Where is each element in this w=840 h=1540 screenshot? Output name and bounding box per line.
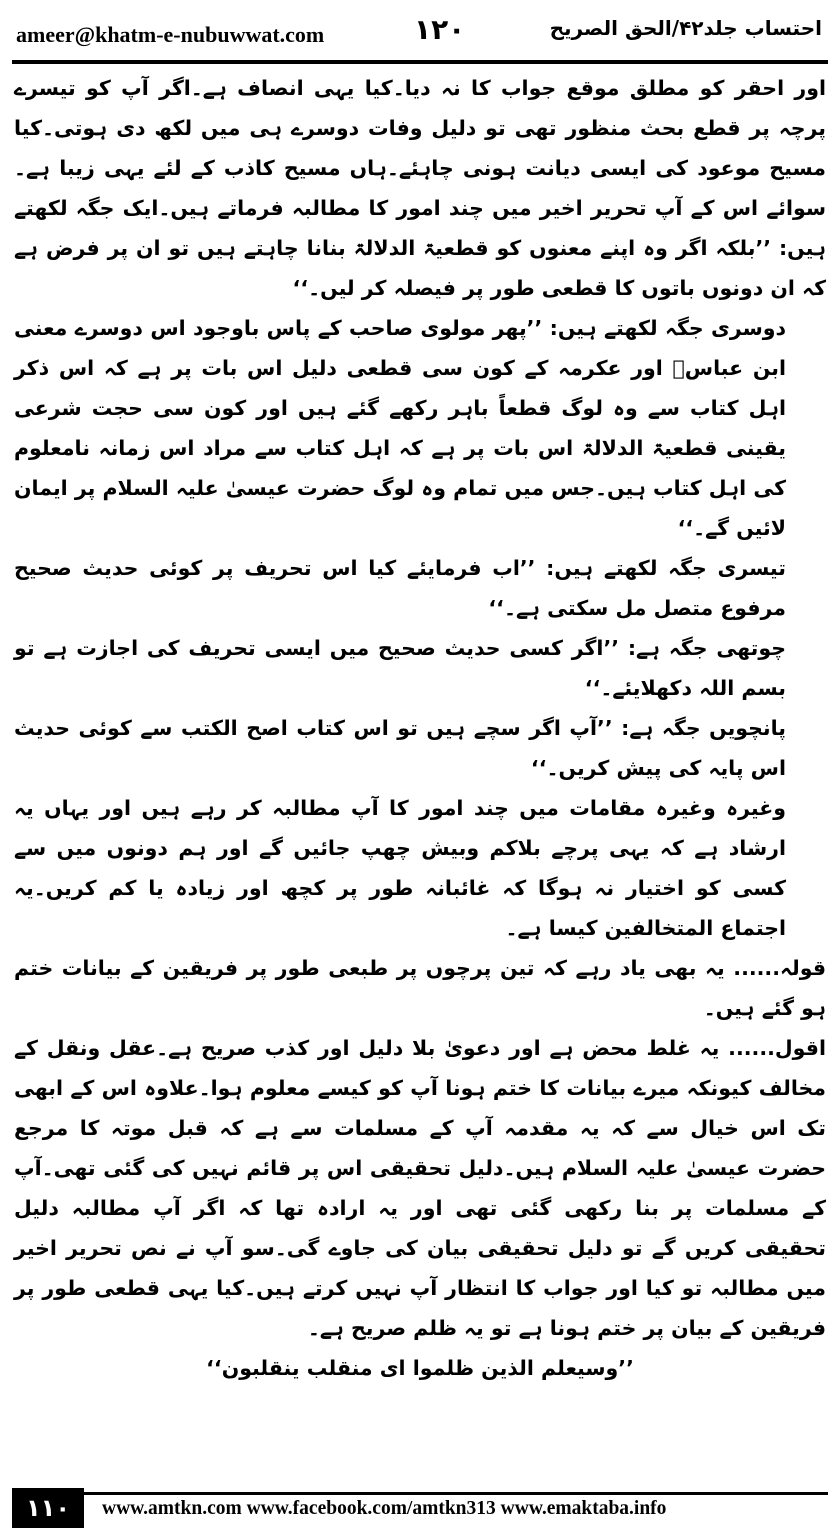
footer-rule <box>12 1492 828 1495</box>
footer-page-number: ۱۱۰ <box>12 1488 84 1528</box>
header-email: ameer@khatm-e-nubuwwat.com <box>16 22 325 47</box>
page-body <box>14 68 826 1388</box>
closing-verse: ’’وسیعلم الذین ظلموا ای منقلب ینقلبون‘‘ <box>206 1356 634 1380</box>
paragraph-5: پانچویں جگہ ہے: ’’آپ اگر سچے ہیں تو اس کتاب اصح الکتب سے کوئی حدیث اس پایہ کی پیش کریں۔‘‘ <box>14 716 786 780</box>
page-footer <box>12 1488 828 1528</box>
paragraph-3: تیسری جگہ لکھتے ہیں: ’’اب فرمایئے کیا اس تحریف پر کوئی حدیث صحیح مرفوع متصل مل سکتی ہے۔‘‘ <box>14 556 786 620</box>
aqool-paragraph <box>14 1028 826 1348</box>
footer-links[interactable]: www.amtkn.com www.facebook.com/amtkn313 www.emaktaba.info <box>102 1498 667 1519</box>
paragraph-1: اور احقر کو مطلق موقع جواب کا نہ دیا۔کیا یہی انصاف ہے۔اگر آپ کو تیسرے پرچہ پر قطع بحث منظور تھی تو دلیل وفات دوسرے ہی میں لکھ دی ہوتی۔کیا مسیح موعود کی ایسی دیانت ہونی چاہئے۔ہاں مسیح کاذب کے لئے یہی زیبا ہے۔سوائے اس کے آپ تحریر اخیر میں چند امور کا مطالبہ فرماتے ہیں۔ایک جگہ لکھتے ہیں: ’’بلکہ اگر وہ اپنے معنوں کو قطعیۃ الدلالۃ بنانا چاہتے ہیں تو ان پر فرض ہے کہ ان دونوں باتوں کا قطعی طور پر فیصلہ کر لیں۔‘‘ <box>14 76 826 300</box>
paragraph-6: وغیرہ وغیرہ مقامات میں چند امور کا آپ مطالبہ کر رہے ہیں اور یہاں یہ ارشاد ہے کہ یہی پرچے بلاکم وبیش چھپ جائیں گے اور ہم دونوں میں سے کسی کو اختیار نہ ہوگا کہ غائبانہ طور پر کچھ اور زیادہ یا کم کریں۔یہ اجتماع المتخالفین کیسا ہے۔ <box>14 796 786 940</box>
aqool-label: اقول...... <box>728 1036 826 1060</box>
page-header <box>12 0 828 58</box>
header-rule <box>12 60 828 64</box>
aqool-text: یہ غلط محض ہے اور دعویٰ بلا دلیل اور کذب صریح ہے۔عقل ونقل کے مخالف کیونکہ میرے بیانات کا ختم ہونا آپ کو کیسے معلوم ہوا۔علاوہ اس کے ابھی تک اس خیال سے کہ یہ مقدمہ آپ کے مسلمات سے ہے کہ قبل موتہ کا مرجع حضرت عیسیٰ علیہ السلام ہیں۔دلیل تحقیقی اس پر قائم نہیں کی گئی تھی۔آپ کے مسلمات پر بنا رکھی گئی تھی اور یہ ارادہ تھا کہ اگر آپ مطالبہ دلیل تحقیقی کریں گے تو دلیل تحقیقی بیان کی جاوے گی۔سو آپ نے نص تحریر اخیر میں مطالبہ تو کیا اور جواب کا انتظار آپ نہیں کرتے ہیں۔کیا یہی قطعی طور پر فریقین کے بیان پر ختم ہونا ہے تو یہ ظلم صریح ہے۔ <box>14 1036 826 1340</box>
header-page-number: ۱۲۰ <box>414 13 466 46</box>
header-title: احتساب جلد۴۲/الحق الصریح <box>549 16 822 40</box>
paragraph-4: چوتھی جگہ ہے: ’’اگر کسی حدیث صحیح میں ایسی تحریف کی اجازت ہے تو بسم اللہ دکھلایئے۔‘‘ <box>14 636 786 700</box>
paragraph-2: دوسری جگہ لکھتے ہیں: ’’پھر مولوی صاحب کے پاس باوجود اس دوسرے معنی ابن عباسؓ اور عکرمہ کے کون سی قطعی دلیل اس بات پر ہے کہ اس ذکر اہل کتاب سے وہ لوگ قطعاً باہر رکھے گئے ہیں اور کون سی حجت شرعی یقینی قطعیۃ الدلالۃ اس بات پر ہے کہ اہل کتاب سے مراد اس زمانہ نامعلوم کی اہل کتاب ہیں۔جس میں تمام وہ لوگ حضرت عیسیٰ علیہ السلام پر ایمان لائیں گے۔‘‘ <box>14 316 786 540</box>
qaul-paragraph <box>14 948 826 1028</box>
qaul-label: قولہ...... <box>733 956 826 980</box>
qaul-text: یہ بھی یاد رہے کہ تین پرچوں پر طبعی طور پر فریقین کے بیانات ختم ہو گئے ہیں۔ <box>14 956 826 1020</box>
